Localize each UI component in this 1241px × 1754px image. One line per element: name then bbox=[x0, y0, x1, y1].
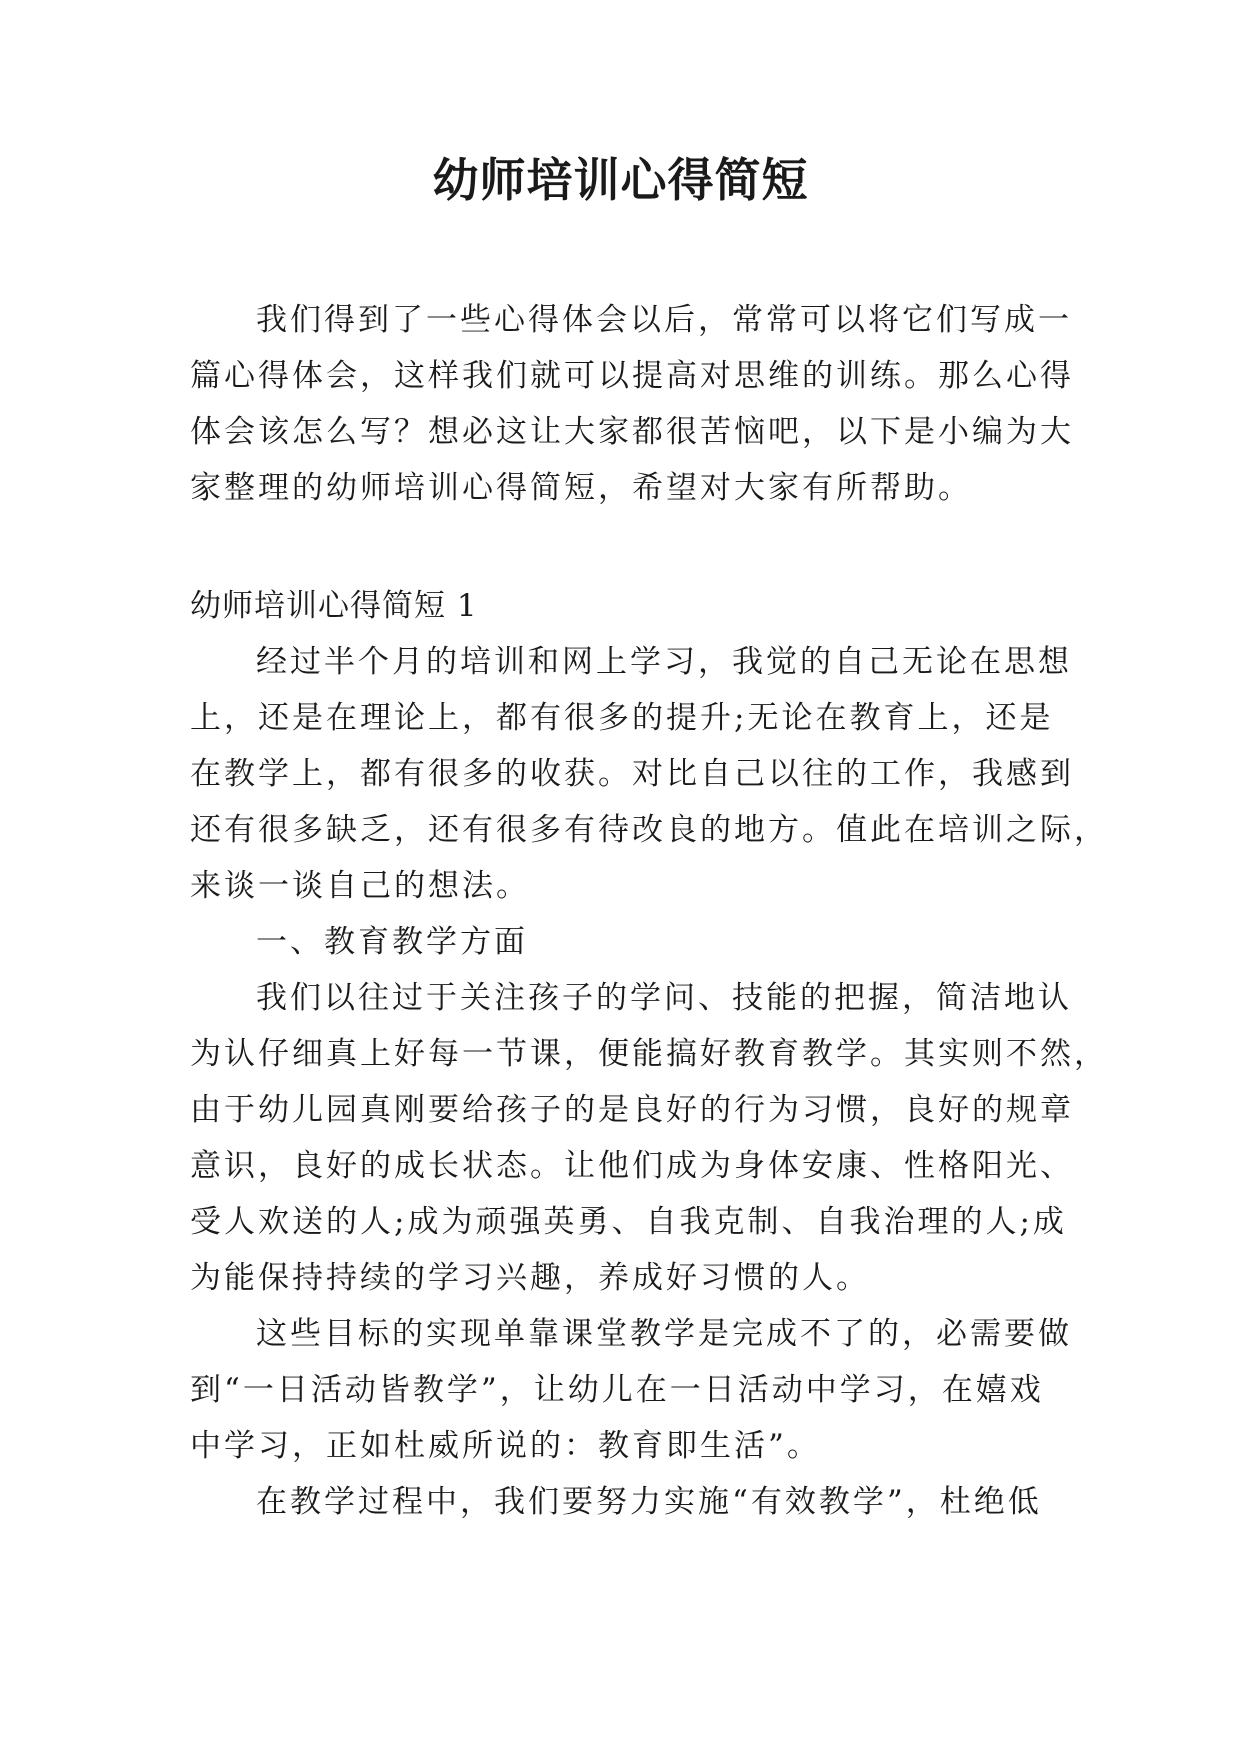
paragraph-line: 上，还是在理论上，都有很多的提升;无论在教育上，还是 bbox=[190, 700, 1054, 736]
paragraph-line: 到“一日活动皆教学”，让幼儿在一日活动中学习，在嬉戏 bbox=[190, 1372, 1044, 1408]
paragraph-line: 为认仔细真上好每一节课，便能搞好教育教学。其实则不然， bbox=[190, 1036, 1108, 1072]
paragraph-line: 在教学上，都有很多的收获。对比自己以往的工作，我感到 bbox=[190, 756, 1074, 792]
paragraph-line: 为能保持持续的学习兴趣，养成好习惯的人。 bbox=[190, 1260, 870, 1296]
intro-line-2: 篇心得体会，这样我们就可以提高对思维的训练。那么心得 bbox=[190, 358, 1074, 394]
paragraph-line: 经过半个月的培训和网上学习，我觉的自己无论在思想 bbox=[256, 644, 1072, 680]
intro-line-4: 家整理的幼师培训心得简短，希望对大家有所帮助。 bbox=[190, 470, 972, 506]
paragraph-line: 来谈一谈自己的想法。 bbox=[190, 868, 530, 904]
paragraph-line: 这些目标的实现单靠课堂教学是完成不了的，必需要做 bbox=[256, 1316, 1072, 1352]
document-title: 幼师培训心得简短 bbox=[432, 153, 809, 207]
paragraph-line: 我们以往过于关注孩子的学问、技能的把握，简洁地认 bbox=[256, 980, 1072, 1016]
intro-line-3: 体会该怎么写？想必这让大家都很苦恼吧，以下是小编为大 bbox=[190, 414, 1074, 450]
paragraph-line: 受人欢送的人;成为顽强英勇、自我克制、自我治理的人;成 bbox=[190, 1204, 1067, 1240]
paragraph-line: 中学习，正如杜威所说的：教育即生活”。 bbox=[190, 1428, 821, 1464]
section-heading: 幼师培训心得简短 1 bbox=[190, 588, 478, 624]
paragraph-line: 还有很多缺乏，还有很多有待改良的地方。值此在培训之际， bbox=[190, 812, 1108, 848]
intro-line-1: 我们得到了一些心得体会以后，常常可以将它们写成一 bbox=[256, 302, 1072, 338]
paragraph-line: 意识，良好的成长状态。让他们成为身体安康、性格阳光、 bbox=[190, 1148, 1074, 1184]
paragraph-line: 在教学过程中，我们要努力实施“有效教学”，杜绝低 bbox=[256, 1484, 1042, 1520]
subheading: 一、教育教学方面 bbox=[256, 924, 528, 960]
paragraph-line: 由于幼儿园真刚要给孩子的是良好的行为习惯，良好的规章 bbox=[190, 1092, 1074, 1128]
